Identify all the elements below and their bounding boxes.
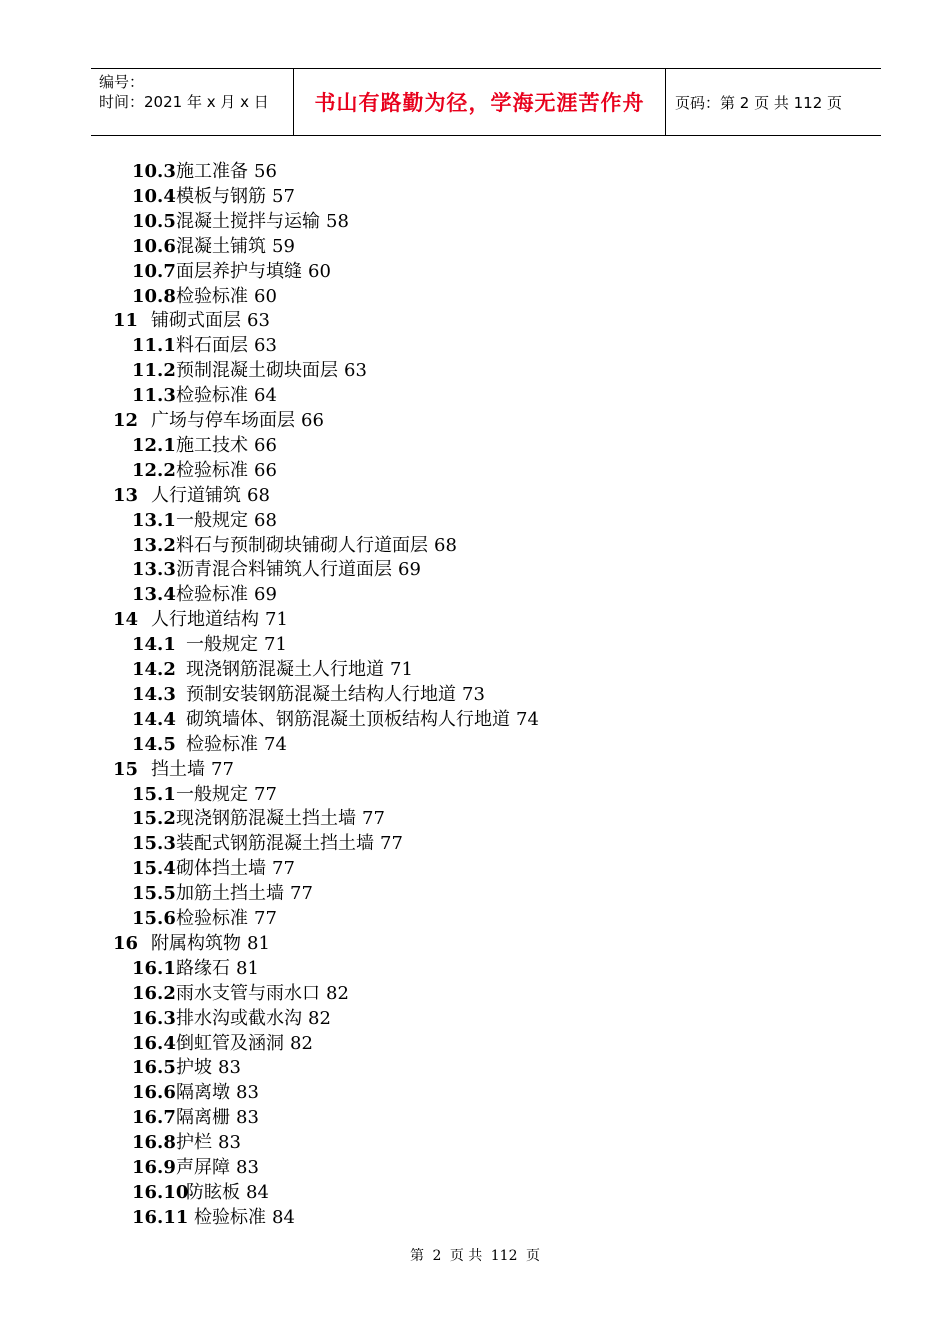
toc-entry-number: 10.5 (132, 210, 176, 232)
toc-entry-title: 人行地道结构 (151, 609, 259, 631)
toc-entry-page: 64 (254, 385, 277, 407)
toc-entry-title: 混凝土铺筑 (176, 235, 266, 257)
toc-entry-number: 15.1 (132, 783, 176, 805)
toc-entry-title: 护坡 (176, 1057, 212, 1079)
toc-entry[interactable] (132, 159, 277, 184)
header-left (91, 69, 293, 135)
toc-entry-title: 附属构筑物 (151, 932, 241, 954)
toc-entry-page: 66 (301, 410, 324, 431)
toc-entry-number: 16 (113, 932, 139, 954)
toc-entry-title: 一般规定 (176, 783, 248, 805)
toc-entry-number: 14.2 (132, 659, 176, 680)
footer-total-pages: 112 (490, 1248, 518, 1264)
page-footer (0, 1245, 950, 1265)
toc-entry-number: 10.3 (132, 161, 176, 182)
toc-entry[interactable] (132, 1155, 259, 1180)
toc-entry-number: 16.9 (132, 1157, 176, 1178)
serial-label: 编号： (99, 73, 145, 91)
toc-entry[interactable] (132, 707, 539, 732)
header-motto: 书山有路勤为径，学海无涯苦作舟 (293, 69, 666, 135)
toc-entry[interactable] (132, 433, 277, 458)
toc-entry[interactable] (132, 956, 259, 981)
toc-entry-title: 排水沟或截水沟 (176, 1007, 302, 1029)
toc-entry-title: 料石面层 (176, 335, 248, 357)
toc-entry[interactable] (132, 1180, 269, 1205)
toc-entry-number: 10.6 (132, 235, 176, 257)
toc-entry[interactable] (132, 209, 349, 234)
toc-entry-title: 现浇钢筋混凝土人行地道 (186, 659, 384, 680)
toc-entry-page: 69 (254, 584, 277, 606)
toc-entry-page: 81 (247, 932, 270, 954)
toc-entry[interactable] (132, 458, 277, 483)
toc-entry-page: 68 (254, 509, 277, 531)
toc-entry-page: 77 (254, 908, 277, 929)
toc-entry-page: 73 (462, 683, 485, 705)
toc-entry-page: 83 (236, 1082, 259, 1104)
toc-entry[interactable] (132, 657, 413, 682)
toc-entry[interactable] (132, 259, 331, 284)
toc-entry-page: 63 (247, 310, 270, 332)
toc-entry[interactable] (132, 1130, 241, 1155)
toc-entry-number: 16.11 (132, 1206, 189, 1228)
toc-entry-number: 11 (113, 310, 139, 332)
toc-entry-title: 加筋土挡土墙 (176, 883, 284, 905)
toc-entry-number: 16.8 (132, 1132, 176, 1154)
toc-entry-number: 13.4 (132, 584, 176, 606)
toc-entry-number: 11.1 (132, 335, 176, 357)
toc-entry-number: 14 (113, 609, 139, 631)
toc-entry-page: 57 (272, 185, 295, 207)
toc-entry-number: 15.2 (132, 808, 176, 830)
header-page-label: 页码：第 2 页 共 112 页 (675, 93, 843, 112)
toc-entry-page: 83 (236, 1157, 259, 1178)
toc-entry-number: 13.3 (132, 559, 176, 581)
toc-entry[interactable] (132, 582, 277, 607)
toc-entry-title: 砌体挡土墙 (176, 858, 266, 880)
toc-entry-title: 路缘石 (176, 957, 230, 979)
toc-entry[interactable] (132, 632, 287, 657)
toc-entry-page: 59 (272, 235, 295, 257)
toc-entry[interactable] (132, 533, 457, 558)
toc-entry-number: 15.4 (132, 858, 176, 880)
toc-entry-title: 砌筑墙体、钢筋混凝土顶板结构人行地道 (186, 708, 510, 730)
footer-suffix: 页 (525, 1248, 540, 1264)
toc-entry-page: 81 (236, 957, 259, 979)
toc-entry-number: 16.5 (132, 1057, 176, 1079)
toc-entry-number: 16.6 (132, 1082, 176, 1104)
toc-entry-page: 84 (272, 1206, 295, 1228)
toc-entry-number: 12 (113, 410, 139, 431)
toc-entry-page: 77 (254, 783, 277, 805)
toc-entry-title: 一般规定 (176, 509, 248, 531)
toc-entry-title: 装配式钢筋混凝土挡土墙 (176, 833, 374, 855)
toc-entry[interactable] (132, 856, 295, 881)
toc-entry-page: 69 (398, 559, 421, 581)
toc-entry-title: 现浇钢筋混凝土挡土墙 (176, 808, 356, 830)
toc-entry-page: 74 (516, 708, 539, 730)
toc-entry-page: 71 (265, 609, 288, 631)
toc-entry[interactable] (132, 1006, 331, 1031)
toc-entry-title: 检验标准 (176, 908, 248, 929)
toc-entry-number: 13.2 (132, 534, 176, 556)
toc-entry[interactable] (132, 1105, 259, 1130)
toc-entry-page: 77 (380, 833, 403, 855)
toc-entry-title: 混凝土搅拌与运输 (176, 210, 320, 232)
toc-entry[interactable] (132, 508, 277, 533)
toc-entry-number: 15 (113, 758, 139, 780)
toc-entry-page: 56 (254, 161, 277, 182)
toc-entry-page: 77 (211, 758, 234, 780)
toc-entry-title: 广场与停车场面层 (151, 410, 295, 431)
toc-entry-title: 挡土墙 (151, 758, 205, 780)
toc-entry-page: 68 (434, 534, 457, 556)
toc-entry-page: 63 (344, 360, 367, 382)
toc-entry-title: 检验标准 (176, 285, 248, 307)
toc-entry-page: 71 (390, 659, 413, 680)
toc-entry-page: 68 (247, 484, 270, 506)
toc-entry-number: 10.4 (132, 185, 176, 207)
toc-entry-number: 10.7 (132, 260, 176, 282)
toc-entry-page: 82 (326, 982, 349, 1004)
toc-entry-title: 施工准备 (176, 161, 248, 182)
toc-entry-number: 15.5 (132, 883, 176, 905)
toc-entry-number: 15.3 (132, 833, 176, 855)
toc-entry[interactable] (132, 1205, 295, 1230)
toc-entry[interactable] (132, 184, 295, 209)
toc-entry-title: 模板与钢筋 (176, 185, 266, 207)
toc-entry-title: 护栏 (176, 1132, 212, 1154)
toc-entry-title: 检验标准 (176, 385, 248, 407)
toc-entry-title: 雨水支管与雨水口 (176, 982, 320, 1004)
toc-entry-title: 检验标准 (176, 459, 248, 481)
footer-mid: 页 共 (449, 1248, 483, 1264)
toc-entry-number: 16.3 (132, 1007, 176, 1029)
toc-entry[interactable] (113, 408, 324, 433)
toc-entry[interactable] (132, 981, 349, 1006)
toc-entry-title: 预制混凝土砌块面层 (176, 360, 338, 382)
toc-entry-number: 16.1 (132, 957, 176, 979)
toc-entry[interactable] (132, 1055, 241, 1080)
toc-entry[interactable] (132, 1031, 313, 1056)
toc-entry-number: 11.3 (132, 385, 176, 407)
toc-entry-page: 58 (326, 210, 349, 232)
toc-entry-page: 77 (272, 858, 295, 880)
toc-entry-number: 16.2 (132, 982, 176, 1004)
toc-entry[interactable] (132, 906, 277, 931)
toc-entry[interactable] (132, 333, 277, 358)
toc-entry[interactable] (113, 483, 270, 508)
toc-entry[interactable] (113, 308, 270, 333)
toc-entry-title: 声屏障 (176, 1157, 230, 1178)
toc-entry-title: 沥青混合料铺筑人行道面层 (176, 559, 392, 581)
toc-entry-number: 11.2 (132, 360, 176, 382)
toc-entry-title: 防眩板 (186, 1181, 240, 1203)
time-label: 时间：2021 年 x 月 x 日 (99, 93, 269, 111)
toc-entry-title: 倒虹管及涵洞 (176, 1032, 284, 1054)
toc-entry[interactable] (113, 931, 270, 956)
toc-entry[interactable] (132, 806, 385, 831)
toc-entry-title: 人行道铺筑 (151, 484, 241, 506)
toc-entry-page: 66 (254, 459, 277, 481)
toc-entry-page: 66 (254, 434, 277, 456)
toc-entry[interactable] (132, 358, 367, 383)
toc-entry-page: 77 (362, 808, 385, 830)
toc-entry-page: 83 (236, 1107, 259, 1129)
toc-entry-page: 63 (254, 335, 277, 357)
toc-entry-title: 施工技术 (176, 434, 248, 456)
toc-entry[interactable] (132, 1080, 259, 1105)
toc-entry[interactable] (132, 557, 421, 582)
toc-entry-number: 12.1 (132, 434, 176, 456)
toc-entry-number: 15.6 (132, 908, 176, 929)
toc-entry[interactable] (132, 732, 287, 757)
footer-prefix: 第 (410, 1248, 425, 1264)
toc-entry[interactable] (132, 682, 485, 707)
toc-entry-title: 检验标准 (194, 1206, 266, 1228)
toc-entry-title: 检验标准 (186, 733, 258, 755)
toc-entry-title: 料石与预制砌块铺砌人行道面层 (176, 534, 428, 556)
page-header (91, 68, 881, 136)
toc-entry-page: 71 (264, 634, 287, 656)
toc-entry-number: 10.8 (132, 285, 176, 307)
toc-entry-number: 14.1 (132, 634, 176, 656)
toc-entry-page: 60 (254, 285, 277, 307)
toc-entry-number: 13 (113, 484, 139, 506)
toc-entry[interactable] (113, 607, 288, 632)
toc-entry-page: 82 (308, 1007, 331, 1029)
toc-entry-page: 83 (218, 1132, 241, 1154)
toc-entry-page: 60 (308, 260, 331, 282)
toc-entry-title: 铺砌式面层 (151, 310, 241, 332)
toc-entry-number: 16.4 (132, 1032, 176, 1054)
toc-entry-number: 13.1 (132, 509, 176, 531)
toc-entry-title: 一般规定 (186, 634, 258, 656)
toc-entry-page: 77 (290, 883, 313, 905)
toc-entry[interactable] (132, 234, 295, 259)
toc-entry-number: 14.4 (132, 708, 176, 730)
toc-entry[interactable] (132, 284, 277, 309)
toc-entry-number: 14.5 (132, 733, 176, 755)
toc-entry[interactable] (132, 383, 277, 408)
toc-entry[interactable] (113, 757, 234, 782)
toc-entry-title: 隔离墩 (176, 1082, 230, 1104)
toc-entry-page: 82 (290, 1032, 313, 1054)
toc-entry[interactable] (132, 782, 277, 807)
toc-entry[interactable] (132, 881, 313, 906)
toc-entry-page: 84 (246, 1181, 269, 1203)
toc-entry[interactable] (132, 831, 403, 856)
toc-entry-number: 12.2 (132, 459, 176, 481)
toc-entry-title: 隔离栅 (176, 1107, 230, 1129)
toc-entry-title: 预制安装钢筋混凝土结构人行地道 (186, 683, 456, 705)
toc-entry-number: 14.3 (132, 683, 176, 705)
toc-entry-title: 面层养护与填缝 (176, 260, 302, 282)
toc-entry-title: 检验标准 (176, 584, 248, 606)
toc-entry-page: 74 (264, 733, 287, 755)
toc-entry-number: 16.10 (132, 1181, 189, 1203)
footer-page-number: 2 (432, 1248, 442, 1264)
toc-entry-number: 16.7 (132, 1107, 176, 1129)
toc-entry-page: 83 (218, 1057, 241, 1079)
